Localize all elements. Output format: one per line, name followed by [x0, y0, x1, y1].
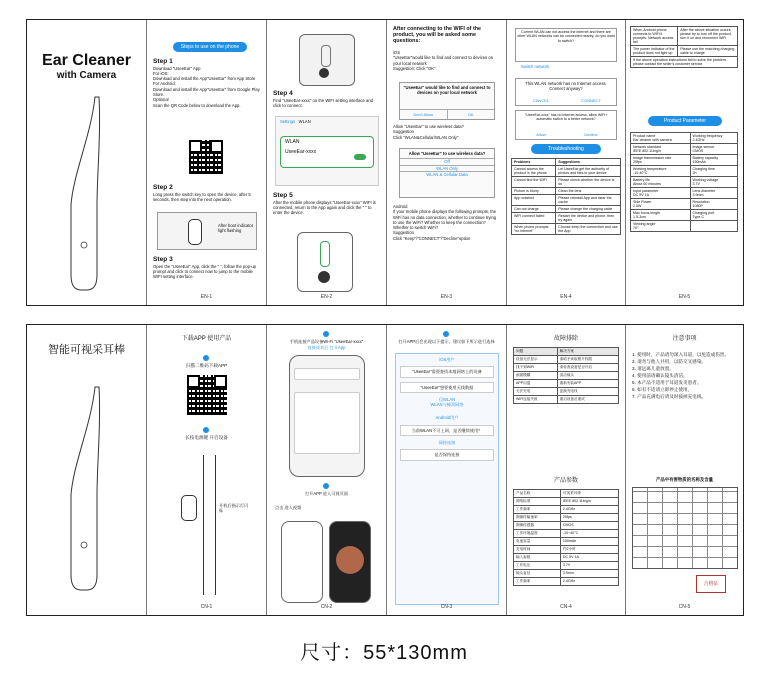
table-row: Side Power 2.5W Resolution 1080P	[631, 199, 738, 210]
cn-notes-panel	[626, 325, 743, 615]
troubleshooting-title-pill: Troubleshooting	[531, 144, 601, 154]
dont-allow-button[interactable]: Don't Allow	[400, 110, 448, 119]
allow-button[interactable]: Allow	[536, 132, 546, 137]
prompt-local-network: "UseeEar"需要查找本地网络上的设备	[400, 366, 494, 377]
switch-network-dialog	[515, 28, 617, 62]
boot-indicator-note: After boot indicator light flashing	[218, 223, 254, 234]
table-row: 工作电压 3.7V	[514, 562, 619, 570]
step1-heading: Step 1	[153, 58, 173, 65]
option-wlan-only[interactable]: WLAN Only	[400, 165, 494, 171]
notes-title: 注意事项	[672, 336, 697, 342]
table-row: Network standard IEEE 802.11b/g/n Image sensor CMOS	[631, 144, 738, 155]
option-wlan-only[interactable]: 仅WLAN	[438, 396, 456, 402]
table-row: 充电时间 约2小时	[514, 546, 619, 554]
page-number: CN-2	[320, 604, 333, 610]
table-row: 无法充电 更换充电线	[514, 388, 619, 396]
step2-heading: Step 2	[153, 184, 173, 191]
step5-heading: Step 5	[273, 192, 293, 199]
table-header: 问题	[514, 348, 558, 356]
en-troubleshooting-panel	[507, 20, 626, 305]
table-row: 工作频率 2.4GHz	[514, 578, 619, 586]
android-suggestion: Android If your mobile phone displays the following prompts, the WiFi has no data connection, whether to continue trying to use the WiFi? Whether to keep the connection? Whether to switch WiFi? Suggestion Click "Keep"/"CONNECT"/"Decline"option	[393, 204, 497, 241]
step-dot	[323, 483, 329, 489]
page-number: CN-4	[560, 604, 572, 610]
list-item: 7. 产品充满电后请及时拔掉充电线。	[632, 394, 707, 399]
table-row: If the above operation instructions fail to solve the problem, please contact the seller's customer service	[631, 57, 738, 68]
prompts-box	[395, 353, 499, 605]
wifi-settings-phone	[289, 355, 365, 477]
certificate-stamp	[696, 575, 726, 593]
ok-button[interactable]: OK	[467, 112, 474, 117]
cn-download-panel	[147, 325, 267, 615]
product-parameter-pill: Product Parameter	[648, 116, 722, 126]
step-dot	[203, 355, 209, 361]
product-parameter-table	[630, 132, 738, 232]
app-home-illustration	[297, 232, 353, 292]
en-steps-panel	[147, 20, 267, 305]
open-app-text: 打开APP 进入可视页面	[305, 491, 348, 496]
option-wlan-cellular[interactable]: WLAN & Cellular Data	[400, 171, 494, 177]
indicator-note: 开机后指示灯闪烁	[219, 503, 249, 514]
dialog-text: Allow "UseeEar" to use wireless data?	[408, 151, 486, 156]
table-row: App crashed Please reinstall App and clear the cache	[512, 195, 621, 206]
questions-heading: After connecting to the WIFI of the product, you will be asked some questions:	[393, 26, 482, 44]
parameters-table	[513, 489, 619, 586]
steps-title-pill: Steps to use on the phone	[173, 42, 247, 52]
table-row: WiFi connect failed Restart the device and phone, then try again	[512, 213, 621, 224]
cover-title: 智能可视采耳棒	[48, 344, 125, 356]
table-row: WiFi连接失败 重启设备后重试	[514, 396, 619, 404]
en-parameters-panel	[626, 20, 743, 305]
settings-back-link[interactable]: Settings	[280, 119, 296, 124]
wifi-settings-mock	[275, 116, 379, 186]
table-row: 工作环境温度 -10~40°C	[514, 530, 619, 538]
dimension-caption: 尺寸：55*130mm	[300, 642, 468, 664]
table-row: When phone prompts "no internet" Choose keep the connection and use the App	[512, 224, 621, 235]
prompts-title: 打开APP后会出现以下提示，建议如下所示进行选择	[398, 339, 495, 344]
cn-connect-panel	[267, 325, 387, 615]
table-row: 镜头直径 3.9mm	[514, 570, 619, 578]
prompt-no-internet: 当前WLAN不可上网，是否继续使用？	[400, 425, 494, 436]
prompt-wireless-data: "UseeEar"想要使用无线数据	[400, 382, 494, 393]
table-row: 产品名称 可视采耳棒	[514, 490, 619, 498]
cancel-button[interactable]: CANCEL	[532, 98, 550, 103]
hazardous-substances-title: 产品中有害物质的名称及含量	[655, 477, 714, 482]
cn-cover-panel	[27, 325, 147, 615]
android-label: Android用户	[435, 415, 459, 421]
stamp-text: 合格证	[703, 581, 719, 587]
table-row: Battery life About 60 minutes Working voltage 3.7V	[631, 177, 738, 188]
dialog-text: Current WLAN can not access the internet and there are other WLAN networks can be connected nearby, do you want to switch?	[517, 30, 615, 43]
step-dot	[203, 427, 209, 433]
notes-list	[632, 351, 737, 400]
page-number: CN-5	[678, 604, 691, 610]
page-number: EN-3	[440, 294, 453, 300]
live-video-phone	[329, 521, 371, 603]
local-network-dialog	[399, 82, 495, 120]
cover-subtitle: with Camera	[56, 70, 117, 81]
table-row: Picture is blurry Clean the lens	[512, 188, 621, 195]
en-questions-panel	[387, 20, 507, 305]
cn-prompts-panel	[387, 325, 507, 615]
table-row: Product name Ear cleaner with camera Working frequency 2.4GHz	[631, 133, 738, 144]
step3-text: Open the "UseeEar" App, click the " ", follow the pop-up prompt and click to connect now to jump to the mobile WIFI setting interface.	[153, 263, 257, 280]
list-item: 6. 如有不适请立即停止使用。	[632, 387, 693, 392]
page-number: EN-1	[200, 294, 213, 300]
list-item: 4. 使用前请确认镜头清洁。	[632, 373, 688, 378]
troubleshooting-title: 故障排除	[553, 336, 578, 342]
table-row: The power indicator of the product does not light up Please use the matching charging cable to charge	[631, 46, 738, 57]
step4-text: Find "UseeEar-xxxx" on the WIFI setting interface and click to connect.	[273, 97, 374, 108]
cn-troubleshooting-panel	[507, 325, 626, 615]
list-item: 3. 请远离儿童放置。	[632, 366, 674, 371]
switch-network-button[interactable]: Switch network	[521, 64, 550, 69]
hazardous-substances-table	[632, 487, 738, 569]
download-title: 下载APP 使用产品	[181, 336, 232, 342]
table-row: Cannot access the product in the phone Let UseeEar get the authority of photos and files in your device	[512, 166, 621, 177]
cover-title: Ear Cleaner	[42, 52, 131, 69]
wlan-header: WLAN	[298, 119, 311, 124]
device-screen-illustration	[299, 34, 355, 86]
page-number: EN-5	[678, 294, 691, 300]
enter-video-text: 点击 进入视频	[275, 505, 302, 510]
table-row: Can not charge Please change the charging cable	[512, 206, 621, 213]
en-cover-panel	[27, 20, 147, 305]
table-row: 网络标准 IEEE 802.11b/g/n	[514, 498, 619, 506]
option-wlan-cellular[interactable]: WLAN与蜂窝网络	[430, 402, 464, 408]
device-boot-illustration	[157, 212, 257, 250]
table-row: Input parameter DC 5V 1A Lens diameter 3.9mm	[631, 188, 738, 199]
step4-heading: Step 4	[273, 90, 293, 97]
page-number: EN-2	[320, 294, 333, 300]
table-row: 电池容量 150mAh	[514, 538, 619, 546]
auto-switch-dialog	[515, 110, 617, 140]
page-number: EN-4	[560, 294, 572, 300]
ear-cleaner-device-illustration	[51, 385, 111, 595]
connect-wifi-text: 手机连接产品设备Wi-Fi "UseeEar-xxxx"	[289, 339, 364, 344]
table-row: 找不到WiFi 请检查设备是否开启	[514, 364, 619, 372]
table-header: Suggestions	[556, 159, 621, 166]
scan-qr-label: 扫描二维码下载APP	[185, 363, 228, 368]
wifi-network-name[interactable]: UseeEar-xxxx	[285, 149, 317, 156]
table-row: 图像传输速率 25fps	[514, 514, 619, 522]
step2-text: Long press the switch key to open the device, after 5 seconds, then step into the next operation.	[153, 191, 251, 202]
connect-button[interactable]: CONNECT	[581, 98, 601, 103]
dialog-text: "UseeEar" would like to find and connect to devices on your local network	[403, 85, 491, 96]
chinese-manual-sheet	[26, 324, 744, 616]
table-row: 图像传感器 CMOS	[514, 522, 619, 530]
dialog-text: This WLAN network has no Internet access. Connect anyway?	[525, 81, 607, 92]
table-row: 画面模糊 清洁镜头	[514, 372, 619, 380]
connect-success-text: 连接成功后 打开App	[307, 345, 346, 350]
toggle-switch[interactable]	[354, 154, 366, 160]
app-home-phone	[281, 521, 323, 603]
english-manual-sheet	[26, 19, 744, 306]
table-row: Cannot find the WiFi Please check whether the device is on	[512, 177, 621, 188]
table-header: 解决方案	[557, 348, 618, 356]
page-number: CN-1	[200, 604, 213, 610]
power-on-label: 长按电源键 开启设备	[185, 435, 228, 440]
table-row: Working temperature -10-40°C Charging time 2h	[631, 166, 738, 177]
wireless-data-dialog	[399, 148, 495, 198]
ios-label: iOS用户	[439, 357, 455, 362]
table-row: Max focus length 1.5-3cm Charging port Type-C	[631, 210, 738, 221]
step-dot	[443, 331, 449, 337]
decline-button[interactable]: Decline	[584, 132, 598, 137]
step1-text: Download "UseeEar" App For iOS: Download and install the App"UseeEar" from App Store For Android: Download and install the App"UseeEar" from Google Play Store. Optional Scan the QR Code below to download the App.	[153, 65, 260, 108]
troubleshooting-table	[513, 347, 619, 404]
power-button	[181, 495, 197, 521]
dialog-text: "UseeEar-xxxx" has no internet access, allow WiFi+ automatic switch to a better network?	[524, 113, 608, 122]
prompt-keep-connection: 是否保持连接	[400, 449, 494, 460]
table-header: Problems	[512, 159, 556, 166]
list-item: 1. 使用时，产品请勿深入耳道，以免造成伤害。	[632, 352, 729, 357]
list-item: 2. 请勿与他人共用，以防交叉感染。	[632, 359, 707, 364]
table-row: When Android phone connects to WiFi it prompts: Network access fail After the above situation occurs, please try to turn off the product, turn it on and reconnect WiFi	[631, 27, 738, 46]
wlan-row-label: WLAN	[285, 139, 300, 146]
ios-suggestion: iOS "UseeEar"would like to find and connect to devices on your local network Suggestion: Click "OK"	[393, 50, 494, 71]
table-row: Image transmission rate 25fps Battery capacity 150mAh	[631, 155, 738, 166]
step5-text: After the mobile phone displays "UseeEar-xxxx" WIFI is connected, return to the App again and click the " " to enter the device.	[273, 199, 376, 216]
device-boot-illustration	[187, 455, 247, 595]
keep-connection-button[interactable]: 保持连接	[438, 440, 456, 446]
wlan-toggle-row[interactable]	[280, 136, 374, 168]
wireless-data-suggestion: Allow "UseeEar" to use wireless data? Suggestion Click "WLAN&Cellular/WLAN Only"	[393, 124, 464, 140]
table-row: Viewing angle 70°	[631, 221, 738, 232]
app-download-qr-code	[187, 375, 227, 415]
list-item: 5. 本产品不适用于耳道发炎患者。	[632, 380, 702, 385]
table-row: APP闪退 重新安装APP	[514, 380, 619, 388]
en-wifi-panel	[267, 20, 387, 305]
troubleshooting-table	[511, 158, 621, 235]
page-number: CN-3	[440, 604, 453, 610]
step3-heading: Step 3	[153, 256, 173, 263]
troubleshooting-continued-table	[630, 26, 738, 68]
ear-cleaner-device-illustration	[51, 95, 111, 295]
table-row: 设备无法显示 请给予读取照片权限	[514, 356, 619, 364]
no-internet-dialog	[515, 78, 617, 106]
parameters-title: 产品参数	[553, 478, 578, 484]
app-download-qr-code	[189, 140, 223, 174]
device-side-view	[188, 219, 202, 245]
option-off[interactable]: Off	[400, 158, 494, 164]
step-dot	[323, 331, 329, 337]
table-row: 输入参数 DC 5V 1A	[514, 554, 619, 562]
table-row: 工作频率 2.4GHz	[514, 506, 619, 514]
